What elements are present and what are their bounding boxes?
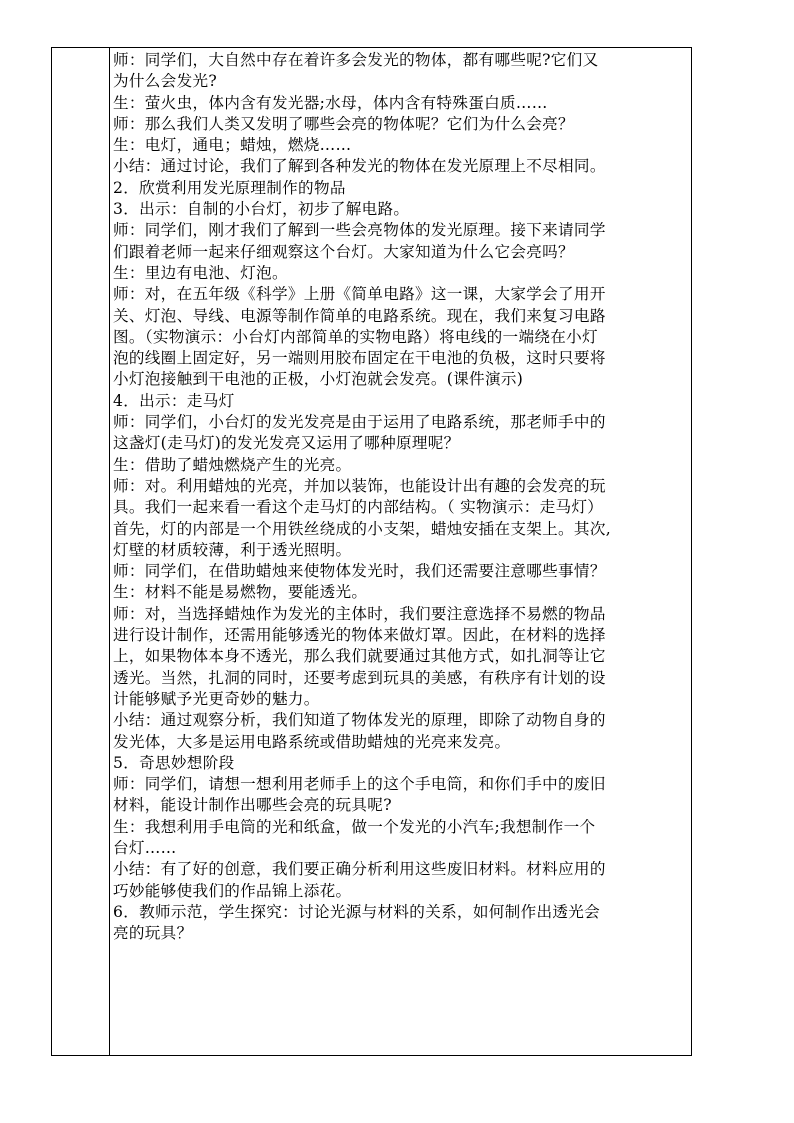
text-line: 小结：通过观察分析，我们知道了物体发光的原理，即除了动物自身的 [113, 711, 606, 730]
text-line: 5．奇思妙想阶段 [113, 753, 235, 772]
text-line: 师：对，当选择蜡烛作为发光的主体时，我们要注意选择不易燃的物品 [113, 604, 606, 623]
text-line: 师：同学们，小台灯的发光发亮是由于运用了电路系统，那老师手中的 [113, 413, 606, 432]
text-line: 生：里边有电池、灯泡。 [113, 263, 288, 282]
text-line: 台灯…… [113, 838, 177, 857]
text-line: 为什么会发光? [113, 72, 218, 91]
text-line: 生：电灯，通电；蜡烛，燃烧…… [113, 136, 352, 155]
text-line: 生：材料不能是易燃物，要能透光。 [113, 583, 368, 602]
text-line: 发光体，大多是运用电路系统或借助蜡烛的光亮来发亮。 [113, 732, 511, 751]
text-line: 3．出示：自制的小台灯，初步了解电路。 [113, 200, 410, 219]
table-left-column [52, 48, 110, 1055]
text-line: 师：对，在五年级《科学》上册《简单电路》这一课，大家学会了用开 [113, 285, 606, 304]
text-line: 关、灯泡、导线、电源等制作简单的电路系统。现在，我们来复习电路 [113, 306, 606, 325]
text-line: 材料，能设计制作出哪些会亮的玩具呢? [113, 796, 392, 815]
text-line: 6．教师示范，学生探究：讨论光源与材料的关系，如何制作出透光会 [113, 902, 601, 921]
text-line: 小结：通过讨论，我们了解到各种发光的物体在发光原理上不尽相同。 [113, 157, 606, 176]
text-line: 具。我们一起来看一看这个走马灯的内部结构。（ 实物演示：走马灯） [113, 498, 604, 517]
text-line: 生：借助了蜡烛燃烧产生的光亮。 [113, 455, 352, 474]
text-line: 师：同学们，大自然中存在着许多会发光的物体，都有哪些呢?它们又 [113, 51, 599, 69]
text-line: 生：萤火虫，体内含有发光器;水母，体内含有特殊蛋白质…… [113, 93, 548, 112]
text-line: 灯壁的材质较薄，利于透光照明。 [113, 540, 352, 559]
text-line: 师：同学们，刚才我们了解到一些会亮物体的发光原理。接下来请同学 [113, 221, 606, 240]
text-line: 计能够赋予光更奇妙的魅力。 [113, 689, 320, 708]
text-line: 进行设计制作，还需用能够透光的物体来做灯罩。因此，在材料的选择 [113, 626, 606, 645]
text-line: 上，如果物体本身不透光，那么我们就要通过其他方式，如扎洞等让它 [113, 647, 606, 666]
text-line: 师：同学们，在借助蜡烛来使物体发光时，我们还需要注意哪些事情？ [113, 562, 606, 581]
text-line: 小灯泡接触到干电池的正极，小灯泡就会发亮。(课件演示) [113, 370, 524, 389]
table-content-cell [110, 48, 691, 1055]
text-line: 图。（实物演示：小台灯内部简单的实物电路）将电线的一端绕在小灯 [113, 327, 598, 346]
text-line: 师：那么我们人类又发明了哪些会亮的物体呢？它们为什么会亮？ [113, 114, 574, 133]
text-line: 亮的玩具？ [113, 924, 193, 943]
text-line: 透光。当然，扎洞的同时，还要考虑到玩具的美感，有秩序有计划的设 [113, 668, 606, 687]
text-line: 们跟着老师一起来仔细观察这个台灯。大家知道为什么它会亮吗？ [113, 242, 574, 261]
text-line: 首先，灯的内部是一个用铁丝绕成的小支架，蜡烛安插在支架上。其次, [113, 519, 611, 538]
text-line: 巧妙能够使我们的作品锦上添花。 [113, 881, 352, 900]
text-line: 这盏灯(走马灯)的发光发亮又运用了哪种原理呢？ [113, 434, 460, 453]
text-line: 师：对。利用蜡烛的光亮，并加以装饰，也能设计出有趣的会发亮的玩 [113, 476, 606, 495]
text-line: 小结：有了好的创意，我们要正确分析利用这些废旧材料。材料应用的 [113, 860, 606, 879]
lesson-table [51, 47, 692, 1056]
text-line: 生：我想利用手电筒的光和纸盒，做一个发光的小汽车;我想制作一个 [113, 817, 596, 836]
text-line: 师：同学们，请想一想利用老师手上的这个手电筒，和你们手中的废旧 [113, 775, 606, 794]
text-line: 泡的线圈上固定好，另一端则用胶布固定在干电池的负极，这时只要将 [113, 349, 606, 368]
text-line: 2．欣赏利用发光原理制作的物品 [113, 178, 346, 197]
text-line: 4．出示：走马灯 [113, 391, 235, 410]
